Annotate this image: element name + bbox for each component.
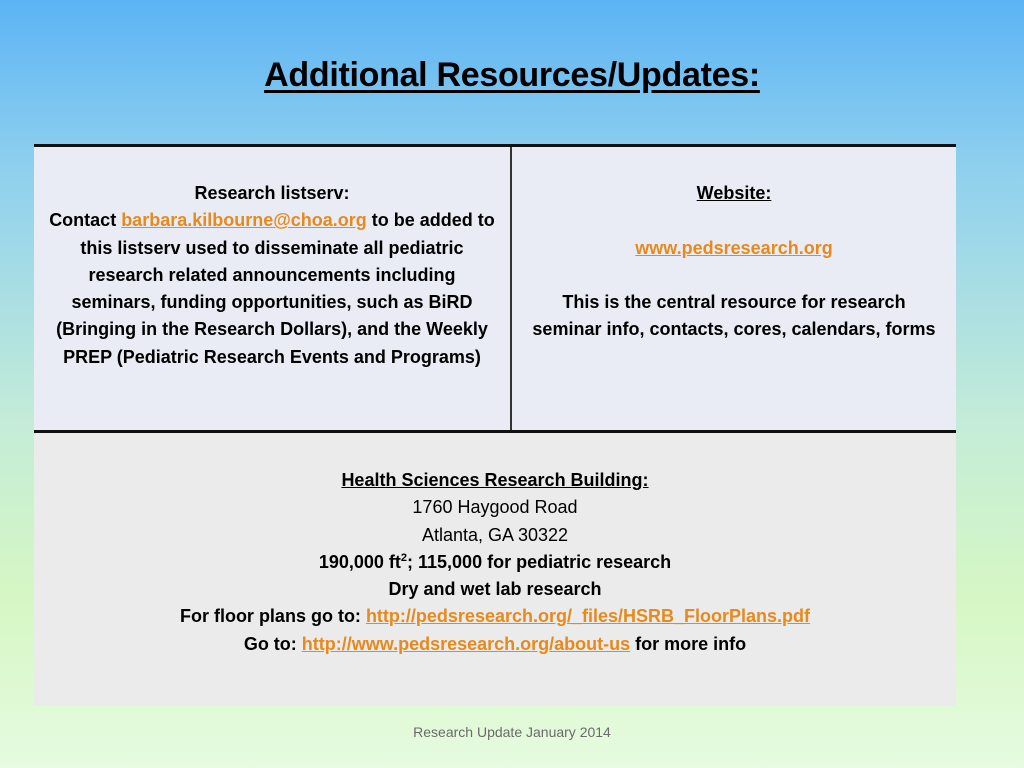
listserv-email-link[interactable]: barbara.kilbourne@choa.org (121, 210, 367, 231)
listserv-cell (34, 147, 512, 430)
building-heading: Health Sciences Research Building: (341, 470, 649, 490)
website-url-link[interactable]: www.pedsresearch.org (635, 237, 833, 258)
website-heading: Website: (696, 183, 772, 203)
building-address-line1: 1760 Haygood Road (412, 497, 578, 518)
listserv-description (46, 207, 498, 371)
floorplans-prefix: For floor plans go to: (179, 606, 366, 627)
resources-top-row (34, 147, 956, 433)
slide-title: Additional Resources/Updates: (264, 56, 760, 94)
building-area-value: 190,000 ft (318, 551, 401, 572)
floorplans-link[interactable]: http://pedsresearch.org/_files/HSRB_FloorPlans.pdf (365, 606, 811, 627)
building-floorplans (34, 603, 956, 630)
website-cell (512, 147, 956, 430)
building-area-suffix: ; 115,000 for pediatric research (407, 551, 672, 572)
building-info (34, 631, 956, 658)
listserv-contact-prefix: Contact (49, 210, 122, 231)
building-address-line2: Atlanta, GA 30322 (421, 524, 569, 545)
about-us-link[interactable]: http://www.pedsresearch.org/about-us (301, 633, 631, 654)
slide-footer: Research Update January 2014 (413, 724, 611, 740)
info-suffix: for more info (630, 633, 747, 654)
building-area (34, 549, 956, 576)
building-cell (34, 433, 956, 706)
listserv-contact-suffix: to be added to this listserv used to disseminate all pediatric research related announcements including seminars, funding opportunities, such as BiRD (Bringing in the Research Dollars), and the Weekly PREP (Pediatric Research Events and Programs) (56, 210, 495, 367)
resources-table (34, 144, 956, 706)
building-lab-types: Dry and wet lab research (388, 579, 602, 600)
info-prefix: Go to: (243, 633, 302, 654)
listserv-heading: Research listserv: (194, 183, 350, 203)
website-description: This is the central resource for research seminar info, contacts, cores, calendars, forms (532, 292, 936, 340)
building-area-exponent: 2 (400, 551, 408, 564)
